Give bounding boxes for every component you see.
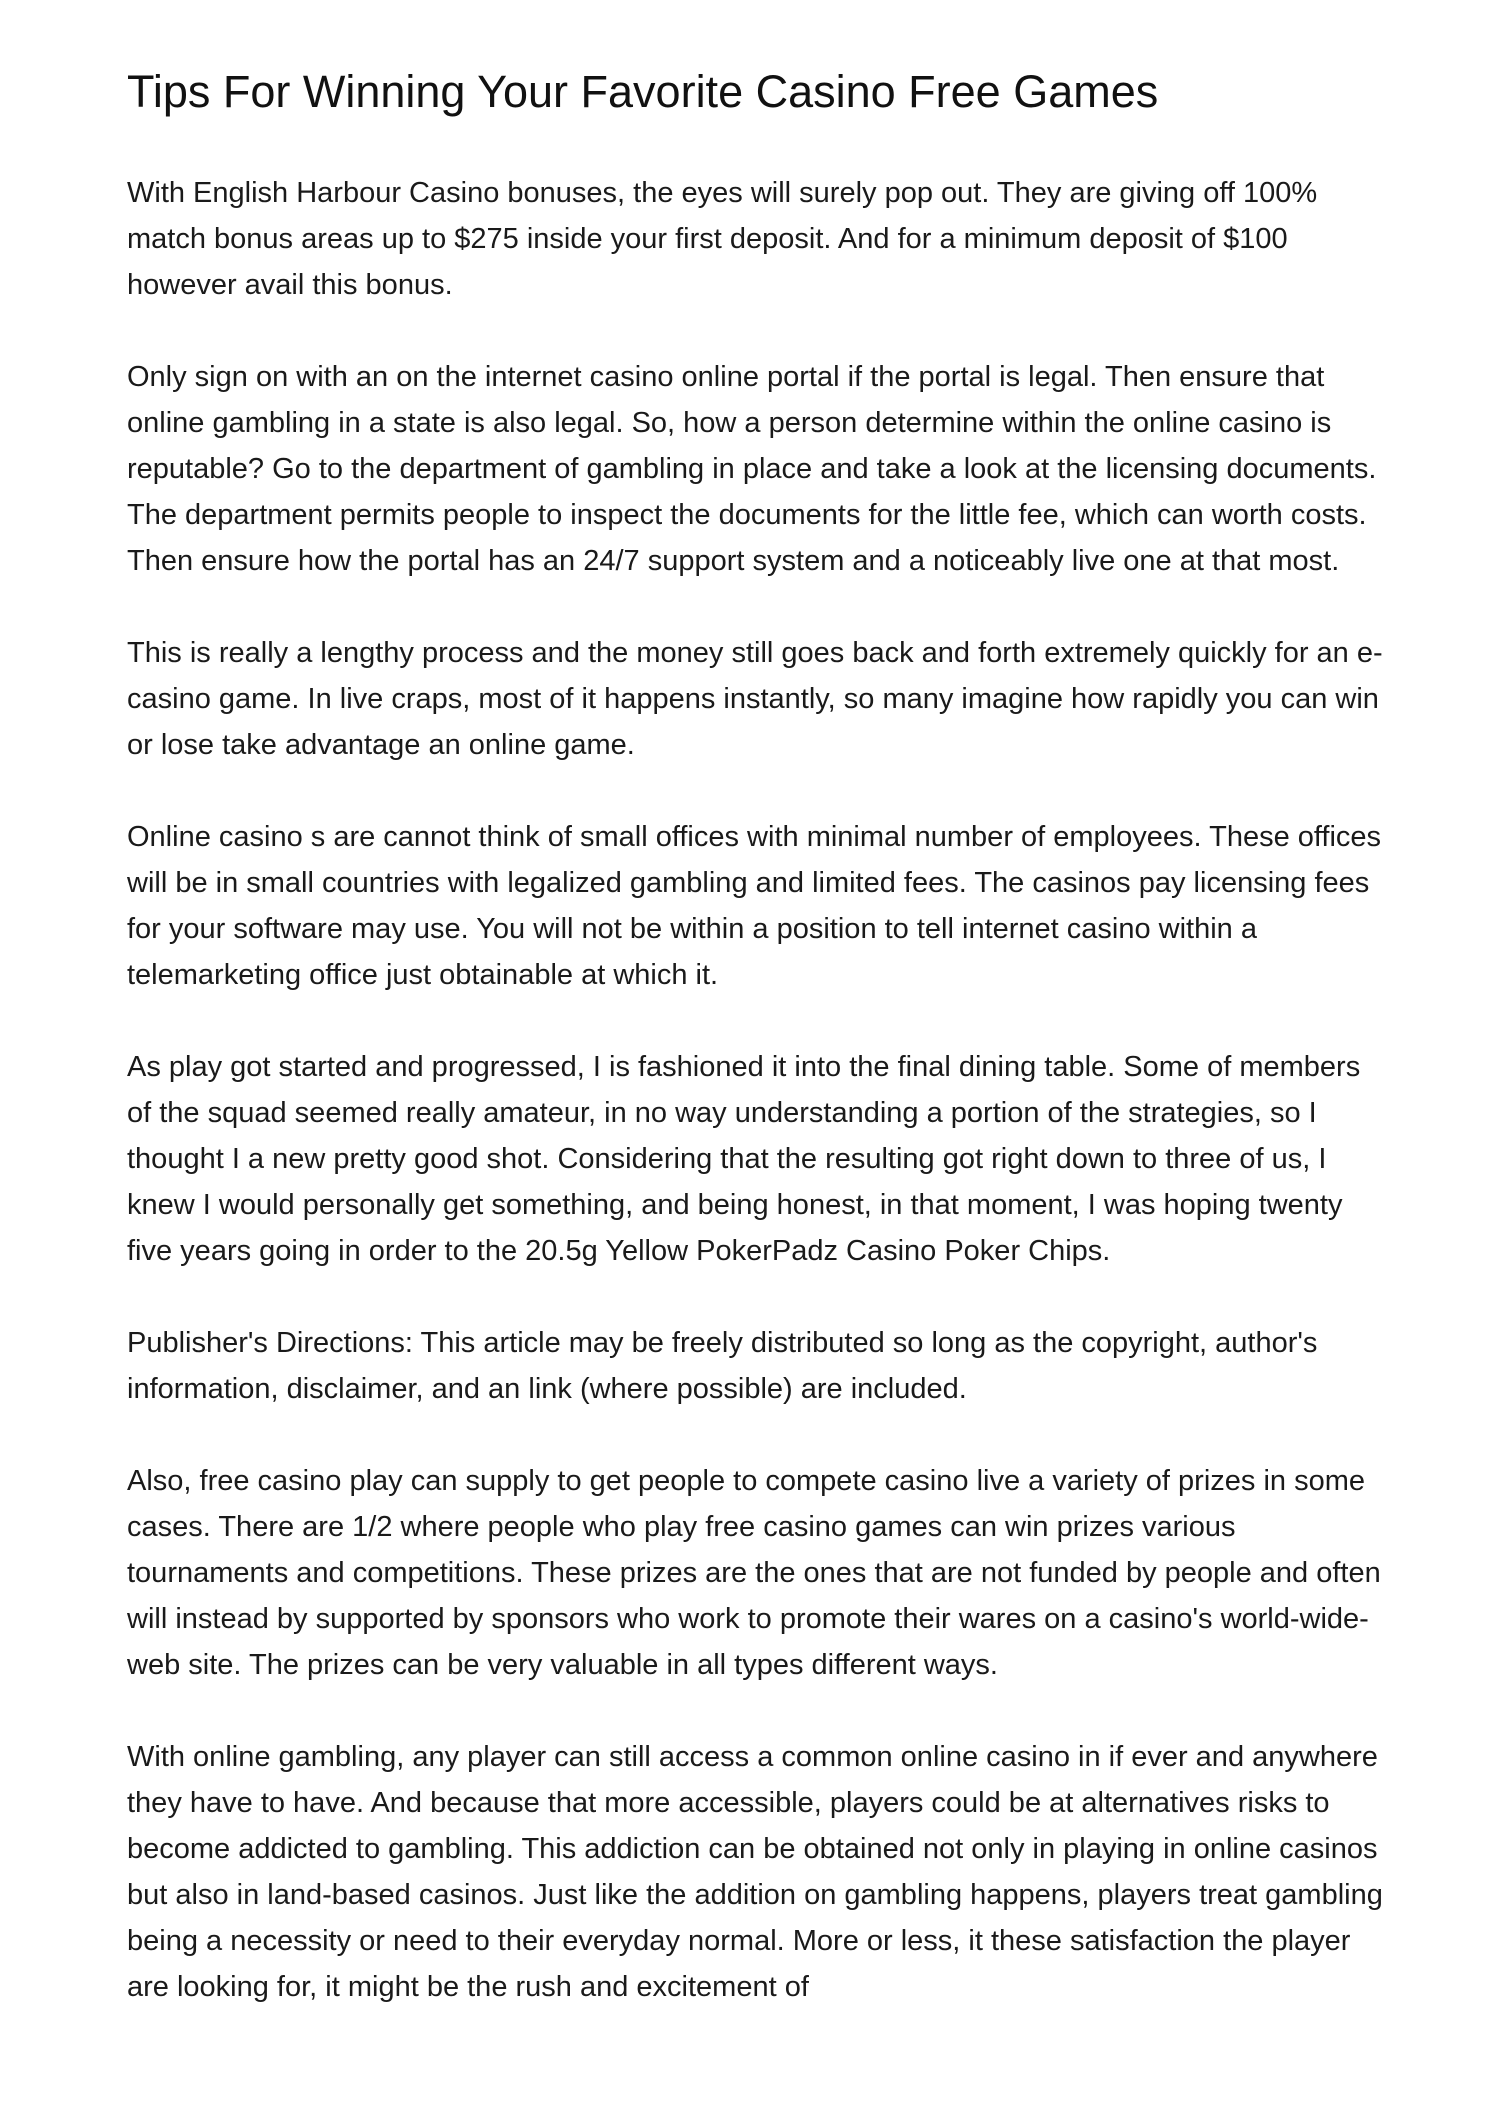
paragraph-7: Also, free casino play can supply to get people to compete casino live a variety of prizes in some cases. There are 1/2 where people who play free casino games can win prizes various tournaments and competitions. These prizes are the ones that are not funded by people and often will instead by supported by sponsors who work to promote their wares on a casino's world-wide-web site. The prizes can be very valuable in all types different ways. — [127, 1465, 1381, 1681]
document-page — [127, 62, 1387, 2010]
paragraph-4: Online casino s are cannot think of small offices with minimal number of employees. These offices will be in small countries with legalized gambling and limited fees. The casinos pay licensing fees for your software may use. You will not be within a position to tell internet casino within a telemarketing office just obtainable at which it. — [127, 821, 1382, 991]
paragraph-2: Only sign on with an on the internet casino online portal if the portal is legal. Then ensure that online gambling in a state is also legal. So, how a person determine within the online casino is reputable? Go to the department of gambling in place and take a look at the licensing documents. The department permits people to inspect the documents for the little fee, which can worth costs. Then ensure how the portal has an 24/7 support system and a noticeably live one at that most. — [127, 361, 1377, 577]
paragraph-5: As play got started and progressed, I is fashioned it into the final dining table. Some of members of the squad seemed really amateur, in no way understanding a portion of the strategies, so I thought I a new pretty good shot. Considering that the resulting got right down to three of us, I knew I would personally get something, and being honest, in that moment, I was hoping twenty five years going in order to the 20.5g Yellow PokerPadz Casino Poker Chips. — [127, 1051, 1361, 1267]
paragraph-6: Publisher's Directions: This article may be freely distributed so long as the copyright, author's information, disclaimer, and an link (where possible) are included. — [127, 1327, 1318, 1405]
document-title: Tips For Winning Your Favorite Casino Free Games — [127, 66, 1159, 117]
paragraph-8: With online gambling, any player can still access a common online casino in if ever and anywhere they have to have. And because that more accessible, players could be at alternatives risks to become addicted to gambling. This addiction can be obtained not only in playing in online casinos but also in land-based casinos. Just like the addition on gambling happens, players treat gambling being a necessity or need to their everyday normal. More or less, it these satisfaction the player are looking for, it might be the rush and excitement of — [127, 1741, 1383, 2003]
paragraph-1: With English Harbour Casino bonuses, the eyes will surely pop out. They are giving off 100% match bonus areas up to $275 inside your first deposit. And for a minimum deposit of $100 however avail this bonus. — [127, 177, 1318, 301]
paragraph-3: This is really a lengthy process and the money still goes back and forth extremely quickly for an e-casino game. In live craps, most of it happens instantly, so many imagine how rapidly you can win or lose take advantage an online game. — [127, 637, 1383, 761]
